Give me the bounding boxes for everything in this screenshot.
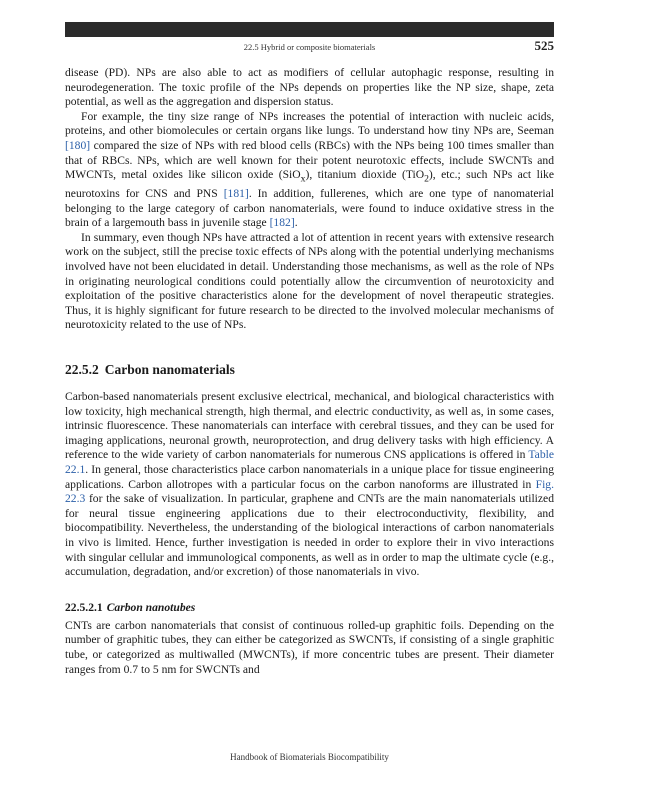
paragraph-4 (65, 390, 554, 580)
header-bar (65, 22, 554, 37)
section-number: 22.5.2 (65, 362, 99, 377)
subsection-heading (65, 600, 554, 615)
section-title: Carbon nanomaterials (104, 362, 235, 377)
text: . In general, those characteristics place carbon nanomaterials in a unique place for tissue engineering applications. Carbon allotropes with a particular focus on the carbon nanoforms are illustrated in (65, 462, 554, 491)
text: For example, the tiny size range of NPs increases the potential of interaction with nucleic acids, proteins, and other biomolecules or certain organs like lungs. To understand how tiny NPs are, Seeman (65, 109, 554, 138)
citation-link[interactable]: [181] (223, 187, 249, 201)
running-head (65, 38, 554, 56)
table-link[interactable]: Table 22.1 (65, 448, 554, 476)
section-heading (65, 361, 554, 379)
subscript: 2 (424, 173, 429, 185)
subsection-number: 22.5.2.1 (65, 600, 103, 614)
subscript: x (300, 173, 306, 185)
subsection-title: Carbon nanotubes (106, 600, 196, 614)
text: for the sake of visualization. In particular, graphene and CNTs are the main nanomaterials utilized for neural tissue engineering applications due to their electroconductivity, flexibility, and biocompatibility. Nevertheless, the understanding of the biological interactions of carbon nanomaterials in vivo is limited. Hence, further investigation is needed in order to explore their in vivo interactions with singular cellular and immunological components, as well as in order to map the ultimate cycle (e.g., accumulation, degradation, and/or excretion) of those nanomaterials in vivo. (65, 492, 554, 579)
citation-link[interactable]: [180] (65, 138, 91, 152)
text: compared the size of NPs with red blood cells (RBCs) with the NPs being 100 times smaller than that of RBCs. NPs, which are well known for their potent neurotoxic effects, include SWCNTs and MWCNTs, metal oxides like silicon oxide (SiO (65, 138, 554, 182)
paragraph-5: CNTs are carbon nanomaterials that consist of continuous rolled-up graphitic foils. Depending on the number of graphitic tubes, they can either be categorized as SWCNTs, if consisting of a single graphitic tube, or categorized as multiwalled (MWCNTs), if more concentric tubes are present. Their diameter ranges from 0.7 to 5 nm for SWCNTs and (65, 618, 554, 676)
paragraph-3: In summary, even though NPs have attracted a lot of attention in recent years with extensive research work on the subject, still the precise toxic effects of NPs along with the potential underlying mechanisms involved have not been elucidated in detail. Understanding those mechanisms, as well as the role of NPs in originating neurological conditions could potentially allow the circumvention of neurotoxicity and exploitation of the positive characteristics alone for the development of novel therapeutic strategies. Thus, it is highly significant for future research to be directed to the involved molecular mechanisms of neurotoxicity related to the use of NPs. (65, 230, 554, 332)
footer: Handbook of Biomaterials Biocompatibility (230, 752, 389, 762)
text: . In addition, fullerenes, which are one type of nanomaterial belonging to the large category of carbon nanomaterials, were found to induce oxidative stress in the brain of a largemouth bass in juvenile stage (65, 187, 554, 230)
running-title: 22.5 Hybrid or composite biomaterials (243, 42, 376, 52)
text: Carbon-based nanomaterials present exclusive electrical, mechanical, and biological characteristics with low toxicity, high mechanical strength, high thermal, and electric conductivity, as well as, in some cases, intrinsic fluorescence. These nanomaterials can interface with cerebral tissues, and they can be used for imaging applications, neuronal growth, neuroprotection, and drug delivery tasks with high efficiency. A reference to the wide variety of carbon nanomaterials for numerous CNS applications is offered in (65, 390, 554, 462)
paragraph-2 (65, 110, 554, 231)
page-number: 525 (534, 38, 554, 53)
figure-link[interactable]: Fig. 22.3 (65, 477, 554, 506)
citation-link[interactable]: [182] (269, 216, 295, 230)
text: ), titanium dioxide (TiO (305, 168, 425, 182)
page-content (65, 66, 554, 677)
text: ), etc.; such NPs act like neurotoxins for CNS and PNS (65, 168, 554, 201)
text: . (294, 216, 298, 230)
paragraph-1: disease (PD). NPs are also able to act as modifiers of cellular autophagic response, resulting in neurodegeneration. The toxic profile of the NPs depends on properties like the NP size, shape, zeta potential, as well as the aggregation and dispersion status. (65, 66, 554, 109)
